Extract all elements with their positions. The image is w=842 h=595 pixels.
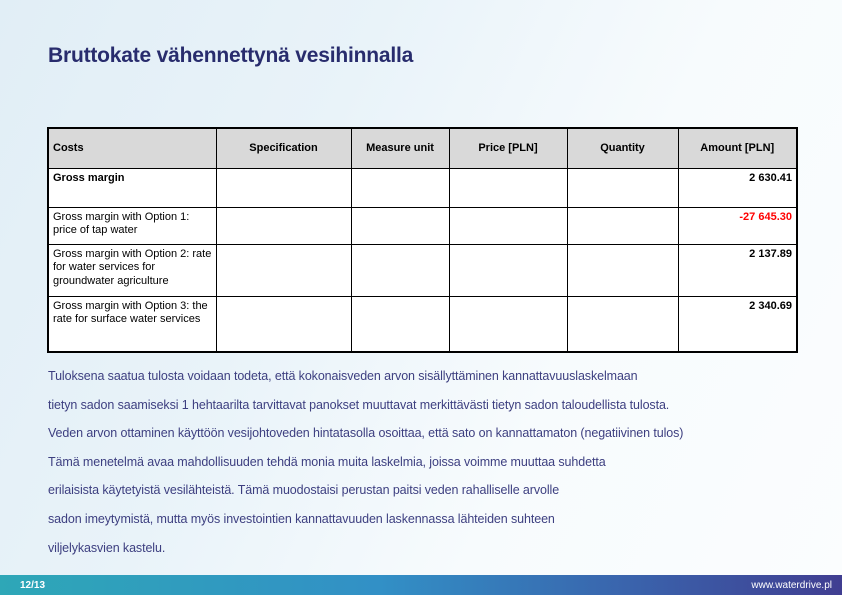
- table-row: [48, 244, 797, 296]
- specification-cell: [216, 296, 351, 352]
- column-header-costs: Costs: [48, 128, 216, 168]
- body-line: Veden arvon ottaminen käyttöön vesijohtoveden hintatasolla osoittaa, että sato on kannattamaton (negatiivinen tulos): [48, 426, 684, 441]
- column-header-specification: Specification: [216, 128, 351, 168]
- column-header-amount: Amount [PLN]: [678, 128, 797, 168]
- page-indicator: 12/13: [20, 579, 46, 591]
- quantity-cell: [567, 296, 678, 352]
- slide-title: Bruttokate vähennettynä vesihinnalla: [48, 44, 414, 67]
- body-line: viljelykasvien kastelu.: [48, 540, 166, 555]
- body-line: sadon imeytymistä, mutta myös investointien kannattavuuden laskennassa lähteiden suhteen: [48, 511, 555, 526]
- quantity-cell: [567, 244, 678, 296]
- table-header-row: [48, 128, 797, 168]
- amount-cell: -27 645.30: [678, 207, 797, 244]
- website-link[interactable]: www.waterdrive.pl: [751, 579, 832, 591]
- table-row: [48, 296, 797, 352]
- measure-unit-cell: [351, 168, 449, 207]
- column-header-quantity: Quantity: [567, 128, 678, 168]
- quantity-cell: [567, 168, 678, 207]
- amount-cell: 2 340.69: [678, 296, 797, 352]
- body-line: tietyn sadon saamiseksi 1 hehtaarilta tarvittavat panokset muuttavat merkittävästi tietyn sadon taloudellista tulosta.: [48, 397, 670, 412]
- column-header-price: Price [PLN]: [449, 128, 567, 168]
- price-cell: [449, 296, 567, 352]
- amount-cell: 2 137.89: [678, 244, 797, 296]
- price-cell: [449, 207, 567, 244]
- specification-cell: [216, 244, 351, 296]
- quantity-cell: [567, 207, 678, 244]
- column-header-measure-unit: Measure unit: [351, 128, 449, 168]
- body-text: [48, 362, 828, 562]
- costs-cell: Gross margin with Option 2: rate for water services for groundwater agriculture: [48, 244, 216, 296]
- price-cell: [449, 168, 567, 207]
- costs-cell: Gross margin with Option 1: price of tap water: [48, 207, 216, 244]
- costs-cell: Gross margin: [48, 168, 216, 207]
- body-line: Tämä menetelmä avaa mahdollisuuden tehdä monia muita laskelmia, joissa voimme muuttaa suhdetta: [48, 454, 606, 469]
- measure-unit-cell: [351, 244, 449, 296]
- measure-unit-cell: [351, 207, 449, 244]
- body-line: Tuloksena saatua tulosta voidaan todeta, että kokonaisveden arvon sisällyttäminen kannattavuuslaskelmaan: [48, 369, 638, 383]
- costs-cell: Gross margin with Option 3: the rate for surface water services: [48, 296, 216, 352]
- measure-unit-cell: [351, 296, 449, 352]
- footer-bar: [0, 575, 842, 595]
- table-row: [48, 168, 797, 207]
- body-line: erilaisista käytetyistä vesilähteistä. Tämä muodostaisi perustan paitsi veden rahalliselle arvolle: [48, 483, 560, 498]
- costs-table: [47, 127, 798, 353]
- amount-cell: 2 630.41: [678, 168, 797, 207]
- specification-cell: [216, 207, 351, 244]
- specification-cell: [216, 168, 351, 207]
- price-cell: [449, 244, 567, 296]
- table-row: [48, 207, 797, 244]
